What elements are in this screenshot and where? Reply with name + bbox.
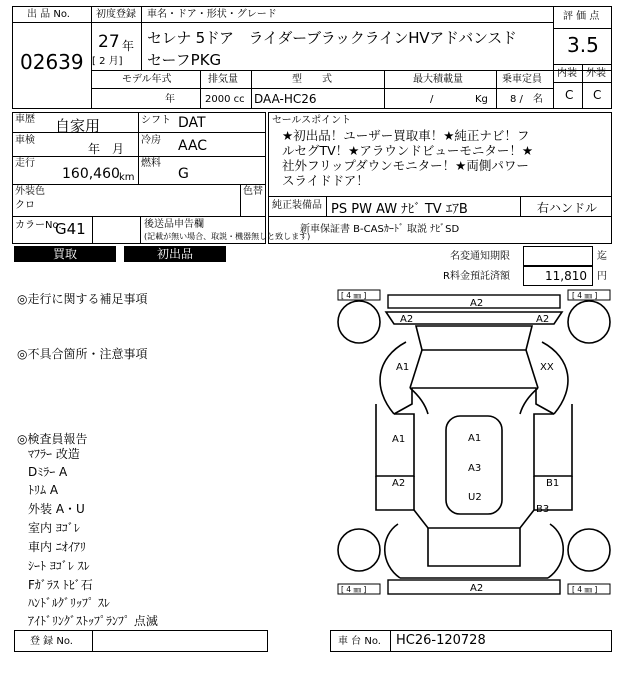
aftermarket-label: 後送品申告欄	[144, 219, 204, 230]
damage-roof-rear: U2	[468, 492, 482, 503]
sales-line: スライドドア！	[282, 173, 369, 188]
score-label: 評 価 点	[563, 11, 600, 22]
damage-door-left-front: A1	[392, 434, 406, 445]
sales-line: ルセグTV！★アラウンドビューモニター！★	[282, 143, 534, 158]
report-item: ﾏﾌﾗｰ 改造	[28, 447, 80, 461]
name-change-label: 名変通知期限	[450, 251, 510, 262]
model-code-label: 型 式	[292, 74, 332, 85]
model-year-label: モデル年式	[122, 74, 172, 85]
recycle-amount: 11,810	[545, 269, 587, 283]
report-item: Dﾐﾗｰ A	[28, 465, 68, 479]
interior-grade: C	[565, 88, 574, 102]
color-change-label: 色替	[243, 186, 263, 197]
tire-depth-rear-right: [ 4 ㎜ ]	[572, 585, 598, 594]
first-registration-month: [ 2 月]	[92, 56, 123, 67]
sales-point-label: セールスポイント	[272, 115, 352, 126]
ac: AAC	[178, 138, 208, 154]
car-name-line2: セーフPKG	[147, 51, 222, 69]
interior-label: 内装	[557, 68, 577, 79]
color-no-label: カラーNo.	[15, 220, 62, 231]
car-name-label: 車名・ドア・形状・グレード	[147, 9, 277, 20]
damage-fender-right: XX	[540, 362, 554, 373]
report-item: Fｶﾞﾗｽ ﾄﾋﾞ石	[28, 578, 93, 592]
exterior-color-label: 外装色	[15, 186, 45, 197]
mileage-label: 走行	[15, 158, 35, 169]
damage-quarter-right: B3	[536, 504, 550, 515]
chassis-number: HC26-120728	[396, 633, 486, 648]
fuel: G	[178, 166, 189, 182]
equipment-label: 純正装備品	[272, 200, 322, 211]
lot-number: 02639	[20, 50, 84, 74]
purchase-badge: 買取	[14, 246, 116, 262]
displacement-label: 排気量	[208, 74, 238, 85]
damage-front-right: A2	[536, 314, 550, 325]
max-load-label: 最大積載量	[413, 74, 463, 85]
report-item: 外装 A・U	[28, 502, 85, 516]
damage-fender-left: A1	[396, 362, 410, 373]
report-item: ｼｰﾄ ﾖｺﾞﾚ ｽﾚ	[28, 559, 90, 573]
report-item: ﾄﾘﾑ A	[28, 483, 59, 497]
first-listing-badge: 初出品	[124, 246, 226, 262]
displacement: 2000 cc	[205, 94, 245, 105]
damage-roof-middle: A3	[468, 463, 482, 474]
first-registration-label: 初度登録	[96, 9, 136, 20]
damage-rear-bumper: A2	[470, 583, 484, 594]
mileage-unit: km	[119, 172, 135, 183]
defects-heading: ◎不具合箇所・注意事項	[17, 347, 148, 361]
fuel-label: 燃料	[141, 158, 161, 169]
ac-label: 冷房	[141, 135, 161, 146]
exterior-color: クロ	[15, 200, 35, 211]
name-change-suffix: 迄	[597, 251, 607, 262]
shift: DAT	[178, 115, 206, 131]
recycle-label: R料金預託済額	[443, 271, 510, 282]
history-label: 車歴	[15, 114, 35, 125]
car-name-line1: セレナ 5ドア ライダーブラックラインHVアドバンスド	[147, 29, 517, 47]
tire-depth-front-left: [ 4 ㎜ ]	[341, 291, 367, 300]
tire-depth-rear-left: [ 4 ㎜ ]	[341, 585, 367, 594]
driving-notes-heading: ◎走行に関する補足事項	[17, 292, 148, 306]
capacity: 8 / 名	[510, 94, 543, 105]
damage-door-right-rear: B1	[546, 478, 560, 489]
exterior-label: 外装	[586, 68, 606, 79]
exterior-grade: C	[593, 88, 602, 102]
model-code: DAA-HC26	[254, 92, 317, 106]
recycle-unit: 円	[597, 271, 607, 282]
name-change-field	[523, 246, 593, 266]
lot-number-label: 出 品 No.	[27, 9, 70, 20]
chassis-number-label: 車 台 No.	[338, 636, 381, 647]
score-value: 3.5	[567, 33, 599, 57]
capacity-label: 乗車定員	[502, 74, 542, 85]
report-item: 車内 ﾆｵｲｱﾘ	[28, 540, 86, 554]
report-item: ｱｲﾄﾞﾘﾝｸﾞｽﾄｯﾌﾟﾗﾝﾌﾟ 点滅	[28, 614, 158, 628]
history: 自家用	[55, 117, 101, 135]
aftermarket-note: (記載が無い場合、取説・機器無しと致します)	[144, 232, 311, 241]
damage-roof-front: A1	[468, 433, 482, 444]
report-item: ﾊﾝﾄﾞﾙｸﾞﾘｯﾌﾟ ｽﾚ	[28, 596, 110, 610]
year-unit: 年	[122, 39, 135, 53]
damage-front-bumper: A2	[470, 298, 484, 309]
max-load-slash: /	[430, 94, 434, 105]
max-load-unit: Kg	[475, 94, 488, 105]
inspection: 年 月	[88, 142, 125, 156]
shift-label: シフト	[141, 115, 171, 126]
steering-side: 右ハンドル	[537, 201, 598, 215]
report-item: 室内 ﾖｺﾞﾚ	[28, 521, 80, 535]
model-year-unit: 年	[165, 94, 175, 105]
inspector-report-heading: ◎検査員報告	[17, 432, 88, 446]
registration-number-label: 登 録 No.	[30, 636, 73, 647]
documents: 新車保証書 B-CASｶｰﾄﾞ 取説 ﾅﾋﾞSD	[300, 224, 460, 235]
inspection-label: 車検	[15, 135, 35, 146]
sales-line: ★初出品！ユーザー買取車！★純正ナビ！フ	[282, 128, 530, 143]
tire-depth-front-right: [ 4 ㎜ ]	[572, 291, 598, 300]
car-damage-diagram	[336, 288, 614, 626]
sales-line: 社外フリップダウンモニター！★両側パワー	[282, 158, 529, 173]
damage-front-left: A2	[400, 314, 414, 325]
first-registration-year: 27	[98, 32, 120, 52]
sales-point-text	[282, 128, 533, 188]
damage-door-left-rear: A2	[392, 478, 406, 489]
color-no: G41	[55, 220, 86, 238]
equipment: PS PW AW ﾅﾋﾞ TV ｴｱB	[331, 202, 468, 217]
mileage: 160,460	[62, 166, 120, 182]
